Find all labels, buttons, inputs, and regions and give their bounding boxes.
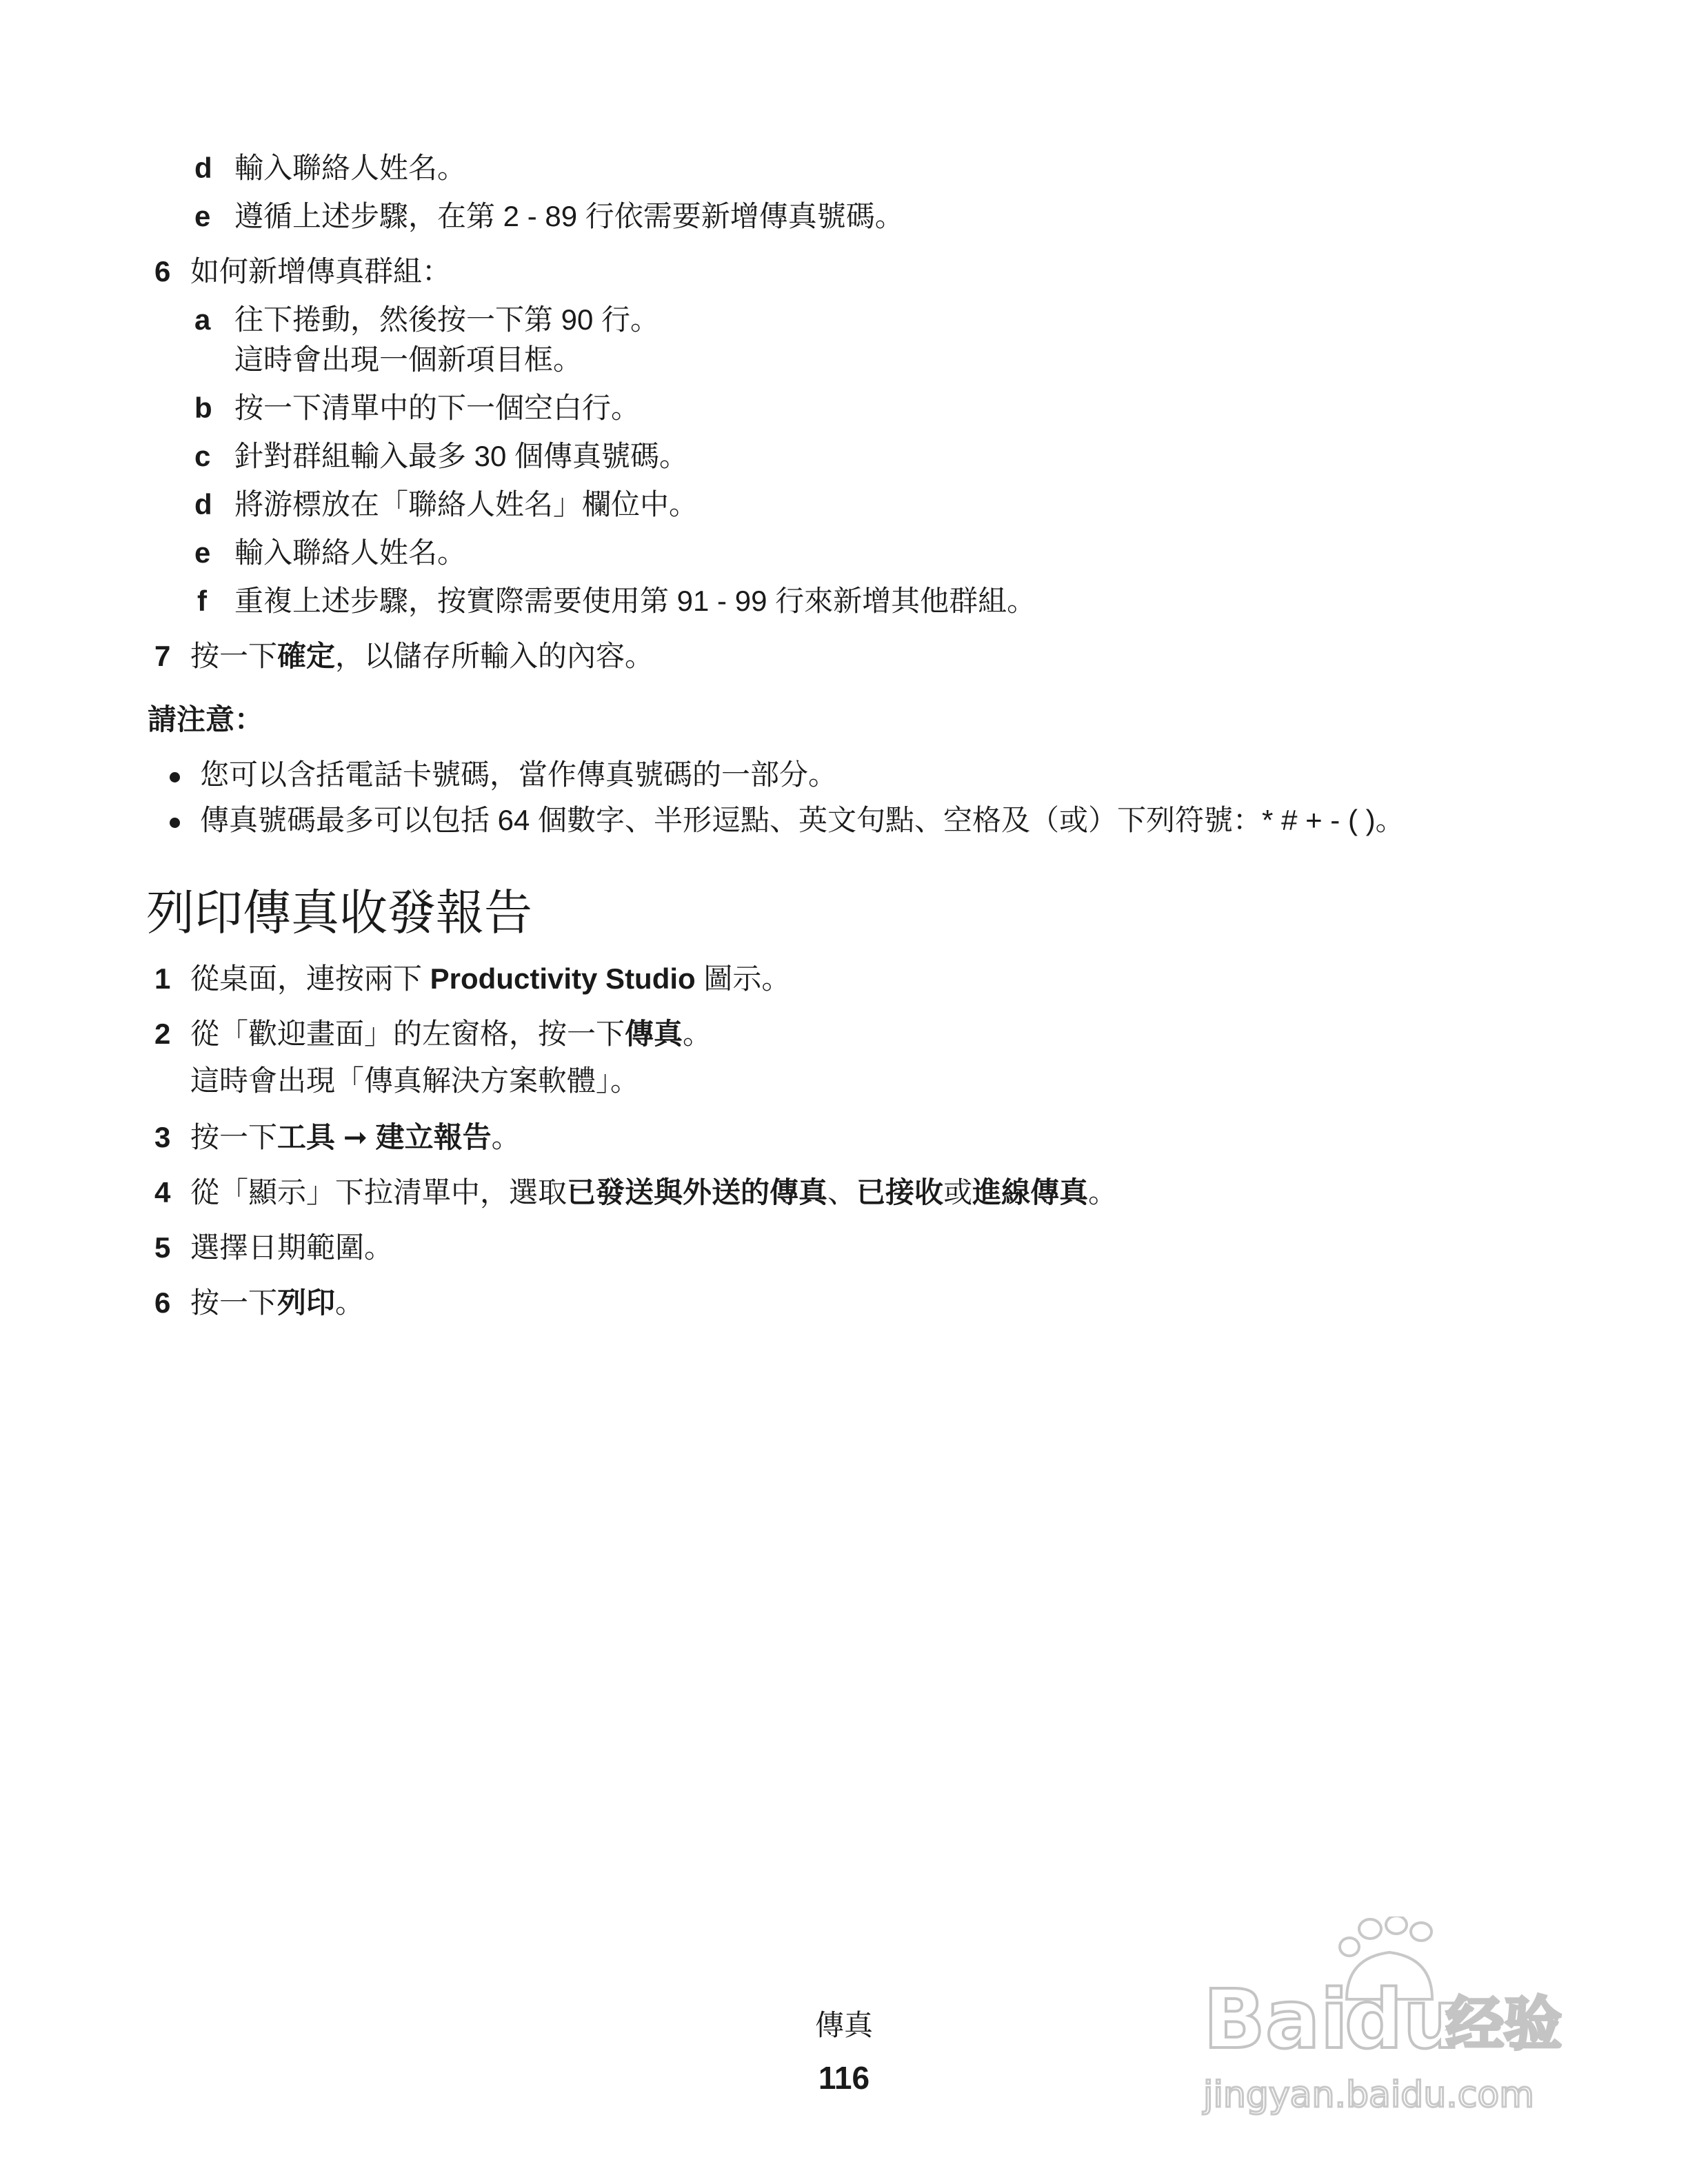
step-text — [190, 1016, 712, 1052]
step-number: 6 — [154, 255, 171, 287]
step-text: 將游標放在「聯絡人姓名」欄位中。 — [234, 488, 699, 520]
step-marker: b — [194, 392, 212, 424]
step-text — [190, 961, 790, 997]
step-number: 5 — [154, 1231, 171, 1264]
step-text-pre: 從「歡迎畫面」的左窗格，按一下 — [190, 1018, 625, 1050]
step-marker: e — [194, 200, 211, 232]
step-text: 輸入聯絡人姓名。 — [234, 536, 467, 569]
step-marker: a — [194, 303, 211, 336]
step-text: 按一下清單中的下一個空白行。 — [234, 392, 641, 424]
sent-outgoing-option: 已發送與外送的傳真 — [567, 1176, 828, 1209]
separator: 或 — [943, 1176, 973, 1209]
bullet — [170, 818, 180, 828]
step-text — [190, 1285, 364, 1321]
section-title: 列印傳真收發報告 — [146, 886, 532, 940]
step-text: 往下捲動，然後按一下第 90 行。 — [234, 303, 660, 336]
footer-section: 傳真 — [814, 2009, 873, 2041]
step-text — [190, 1120, 521, 1155]
step-number: 6 — [154, 1286, 171, 1319]
tools-menu-label: 工具 — [277, 1121, 336, 1153]
step-marker: e — [194, 536, 211, 569]
step-text-post: 。 — [491, 1121, 521, 1153]
print-label: 列印 — [277, 1286, 336, 1319]
svg-text:经验: 经验 — [1446, 1990, 1563, 2058]
svg-text:du: du — [1345, 1972, 1461, 2067]
create-report-label: 建立報告 — [375, 1121, 492, 1153]
step-number: 2 — [154, 1018, 171, 1050]
svg-text:Bai: Bai — [1203, 1972, 1349, 2067]
step-result-text: 這時會出現「傳真解決方案軟體」。 — [190, 1064, 640, 1097]
step-text: 重複上述步驟，按實際需要使用第 91 - 99 行來新增其他群組。 — [234, 585, 1036, 617]
svg-text:jingyan.baidu.com: jingyan.baidu.com — [1203, 2074, 1534, 2116]
step-marker: d — [194, 488, 212, 520]
productivity-studio-label: Productivity Studio — [430, 962, 696, 995]
menu-arrow: ➞ — [335, 1121, 376, 1153]
step-number: 3 — [154, 1121, 171, 1153]
step-marker: f — [197, 585, 207, 617]
step-text-pre: 按一下 — [190, 640, 278, 672]
step-text — [190, 1175, 1117, 1211]
step-text: 輸入聯絡人姓名。 — [234, 152, 467, 184]
step-marker: c — [194, 440, 211, 472]
step-text-post: ，以儲存所輸入的內容。 — [335, 640, 654, 672]
incoming-fax-option: 進線傳真 — [972, 1176, 1089, 1209]
step-text: 如何新增傳真群組： — [190, 255, 452, 287]
step-text-post: 圖示。 — [695, 962, 791, 995]
ok-button-label: 確定 — [277, 640, 336, 672]
step-text-pre: 從「顯示」下拉清單中，選取 — [190, 1176, 567, 1209]
fax-label: 傳真 — [625, 1018, 683, 1050]
step-text: 選擇日期範圍。 — [190, 1231, 394, 1264]
step-number: 7 — [154, 640, 171, 672]
step-text-pre: 從桌面，連按兩下 — [190, 962, 430, 995]
step-text: 遵循上述步驟，在第 2 - 89 行依需要新增傳真號碼。 — [234, 200, 904, 232]
step-result-text: 這時會出現一個新項目框。 — [234, 343, 583, 376]
step-text-post: 。 — [683, 1018, 712, 1050]
note-item: 傳真號碼最多可以包括 64 個數字、半形逗點、英文句點、空格及（或）下列符號：* # + - ( )。 — [200, 804, 1405, 836]
step-text-post: 。 — [1088, 1176, 1118, 1209]
step-text: 針對群組輸入最多 30 個傳真號碼。 — [234, 440, 689, 472]
step-number: 1 — [154, 962, 171, 995]
note-item: 您可以含括電話卡號碼，當作傳真號碼的一部分。 — [200, 758, 838, 791]
baidu-watermark-logo — [1189, 1917, 1576, 2123]
step-text-pre: 按一下 — [190, 1286, 278, 1319]
bullet — [170, 772, 180, 782]
separator: 、 — [827, 1176, 857, 1209]
page-number: 116 — [818, 2060, 870, 2096]
step-number: 4 — [154, 1176, 171, 1209]
step-text-post: 。 — [335, 1286, 365, 1319]
step-text-pre: 按一下 — [190, 1121, 278, 1153]
received-option: 已接收 — [856, 1176, 944, 1209]
note-label: 請注意： — [148, 703, 264, 736]
step-text — [190, 638, 654, 674]
step-marker: d — [194, 152, 212, 184]
